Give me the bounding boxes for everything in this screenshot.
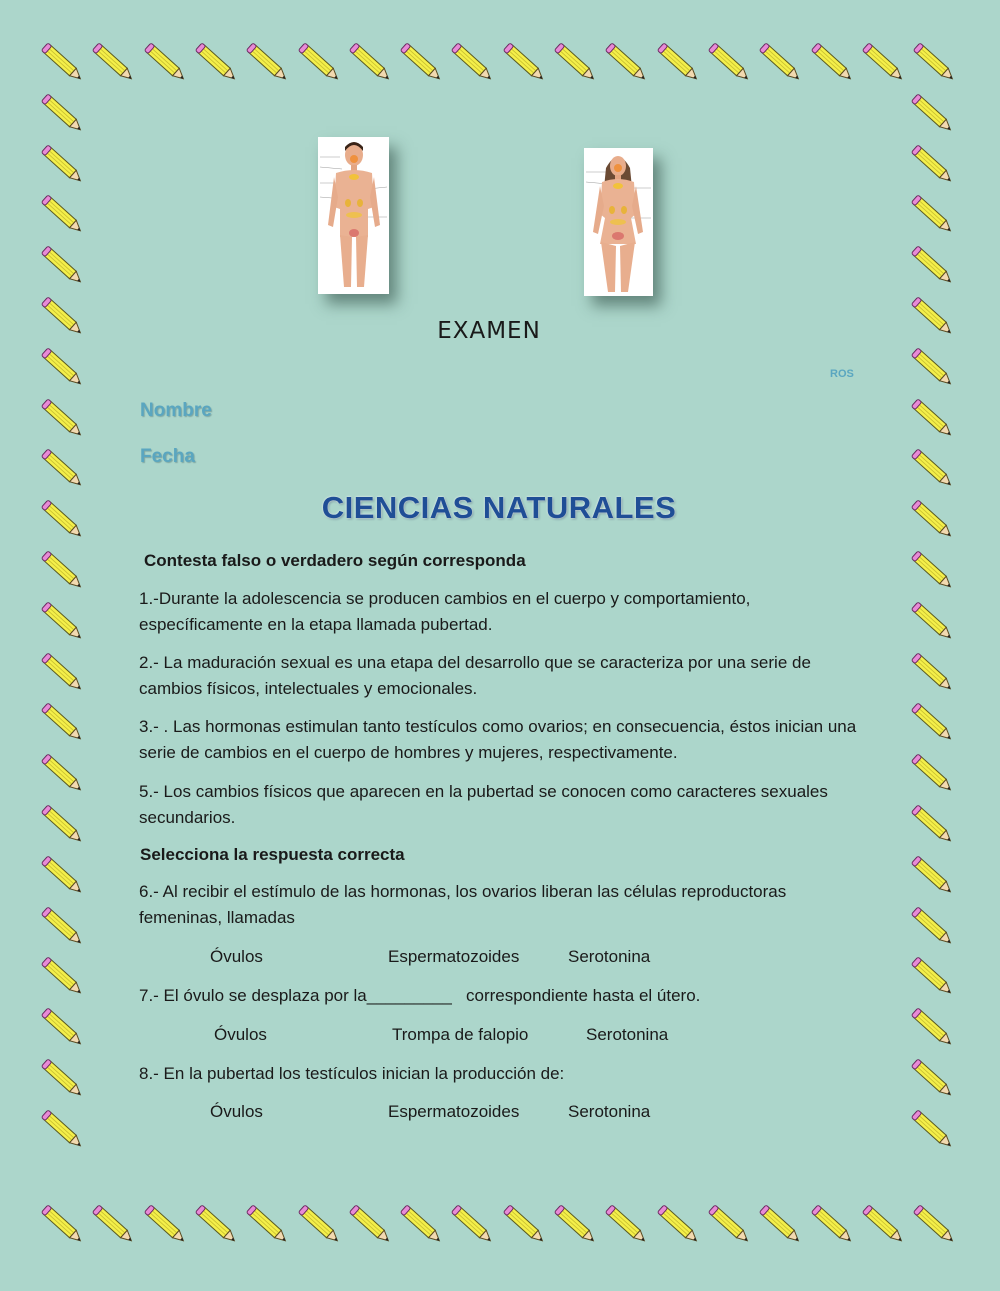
q7-option-serotonina[interactable]: Serotonina [586, 1025, 669, 1044]
pencil-icon [910, 38, 962, 90]
pencil-icon [38, 952, 90, 1004]
pencil-icon [38, 394, 90, 446]
pencil-icon [243, 1200, 295, 1252]
exam-title: EXAMEN [437, 318, 541, 344]
pencil-icon [192, 38, 244, 90]
pencil-icon [38, 1200, 90, 1252]
pencil-icon [859, 1200, 911, 1252]
pencil-icon [448, 1200, 500, 1252]
pencil-icon [38, 140, 90, 192]
pencil-icon [908, 343, 960, 395]
pencil-icon [654, 38, 706, 90]
subject-title: CIENCIAS NATURALES [321, 490, 677, 525]
male-body-figure [318, 137, 389, 294]
pencil-icon [908, 394, 960, 446]
q7-option-trompa-de-falopio[interactable]: Trompa de falopio [392, 1025, 529, 1044]
pencil-icon [908, 1003, 960, 1055]
pencil-icon [397, 1200, 449, 1252]
question-2: 2.- La maduración sexual es una etapa del desarrollo que se caracteriza por una serie de cambios físicos, intelectuales y emocionales. [139, 653, 811, 698]
pencil-icon [908, 190, 960, 242]
question-6: 6.- Al recibir el estímulo de las hormonas, los ovarios liberan las células reproductoras femeninas, llamadas [139, 882, 787, 927]
q8-option-serotonina[interactable]: Serotonina [568, 1102, 651, 1121]
pencil-icon [38, 190, 90, 242]
pencil-icon [38, 343, 90, 395]
pencil-icon [38, 38, 90, 90]
pencil-icon [756, 1200, 808, 1252]
question-5: 5.- Los cambios físicos que aparecen en la pubertad se conocen como caracteres sexuales secundarios. [139, 782, 828, 827]
pencil-icon [38, 597, 90, 649]
section1-instruction: Contesta falso o verdadero según corresponda [144, 551, 526, 570]
pencil-icon [89, 38, 141, 90]
female-body-icon [584, 148, 653, 296]
pencil-icon [500, 1200, 552, 1252]
author-mark: ROS [830, 368, 854, 380]
pencil-icon [908, 140, 960, 192]
pencil-icon [908, 648, 960, 700]
pencil-icon [705, 38, 757, 90]
q6-option-espermatozoides[interactable]: Espermatozoides [388, 947, 520, 966]
question-3: 3.- . Las hormonas estimulan tanto testículos como ovarios; en consecuencia, éstos inician una serie de cambios en el cuerpo de hombres y mujeres, respectivamente. [139, 717, 857, 762]
q6-option-ovulos[interactable]: Óvulos [210, 947, 263, 966]
pencil-icon [38, 902, 90, 954]
pencil-icon [38, 1105, 90, 1157]
pencil-icon [908, 546, 960, 598]
pencil-icon [38, 241, 90, 293]
pencil-icon [38, 749, 90, 801]
pencil-icon [141, 1200, 193, 1252]
pencil-icon [38, 444, 90, 496]
pencil-icon [448, 38, 500, 90]
pencil-icon [551, 1200, 603, 1252]
name-label: Nombre [140, 400, 212, 421]
pencil-icon [295, 38, 347, 90]
pencil-icon [500, 38, 552, 90]
pencil-icon [38, 800, 90, 852]
pencil-icon [908, 952, 960, 1004]
pencil-icon [38, 698, 90, 750]
q6-option-serotonina[interactable]: Serotonina [568, 947, 651, 966]
pencil-icon [551, 38, 603, 90]
pencil-icon [243, 38, 295, 90]
pencil-icon [908, 749, 960, 801]
q8-option-ovulos[interactable]: Óvulos [210, 1102, 263, 1121]
pencil-icon [141, 38, 193, 90]
pencil-icon [38, 648, 90, 700]
question-8: 8.- En la pubertad los testículos inician la producción de: [139, 1064, 565, 1083]
pencil-icon [908, 1054, 960, 1106]
pencil-icon [89, 1200, 141, 1252]
pencil-icon [908, 698, 960, 750]
pencil-icon [346, 1200, 398, 1252]
pencil-icon [910, 1200, 962, 1252]
pencil-icon [908, 800, 960, 852]
pencil-icon [38, 1054, 90, 1106]
pencil-icon [908, 241, 960, 293]
question-7: 7.- El óvulo se desplaza por la_________ correspondiente hasta el útero. [139, 986, 701, 1005]
pencil-icon [295, 1200, 347, 1252]
pencil-icon [908, 902, 960, 954]
section2-instruction: Selecciona la respuesta correcta [140, 845, 405, 864]
pencil-icon [808, 38, 860, 90]
pencil-icon [38, 546, 90, 598]
pencil-icon [38, 1003, 90, 1055]
question-1: 1.-Durante la adolescencia se producen cambios en el cuerpo y comportamiento, específicamente en la etapa llamada pubertad. [139, 589, 751, 634]
pencil-icon [38, 851, 90, 903]
pencil-icon [908, 89, 960, 141]
pencil-icon [192, 1200, 244, 1252]
pencil-icon [859, 38, 911, 90]
pencil-icon [705, 1200, 757, 1252]
pencil-icon [908, 444, 960, 496]
pencil-icon [908, 597, 960, 649]
pencil-icon [756, 38, 808, 90]
pencil-icon [38, 89, 90, 141]
pencil-icon [908, 1105, 960, 1157]
pencil-icon [808, 1200, 860, 1252]
male-body-icon [318, 137, 389, 294]
date-label: Fecha [140, 446, 195, 467]
pencil-icon [908, 851, 960, 903]
pencil-icon [602, 38, 654, 90]
q7-option-ovulos[interactable]: Óvulos [214, 1025, 267, 1044]
pencil-icon [602, 1200, 654, 1252]
pencil-icon [397, 38, 449, 90]
pencil-icon [654, 1200, 706, 1252]
pencil-icon [346, 38, 398, 90]
q8-option-espermatozoides[interactable]: Espermatozoides [388, 1102, 520, 1121]
female-body-figure [584, 148, 653, 296]
